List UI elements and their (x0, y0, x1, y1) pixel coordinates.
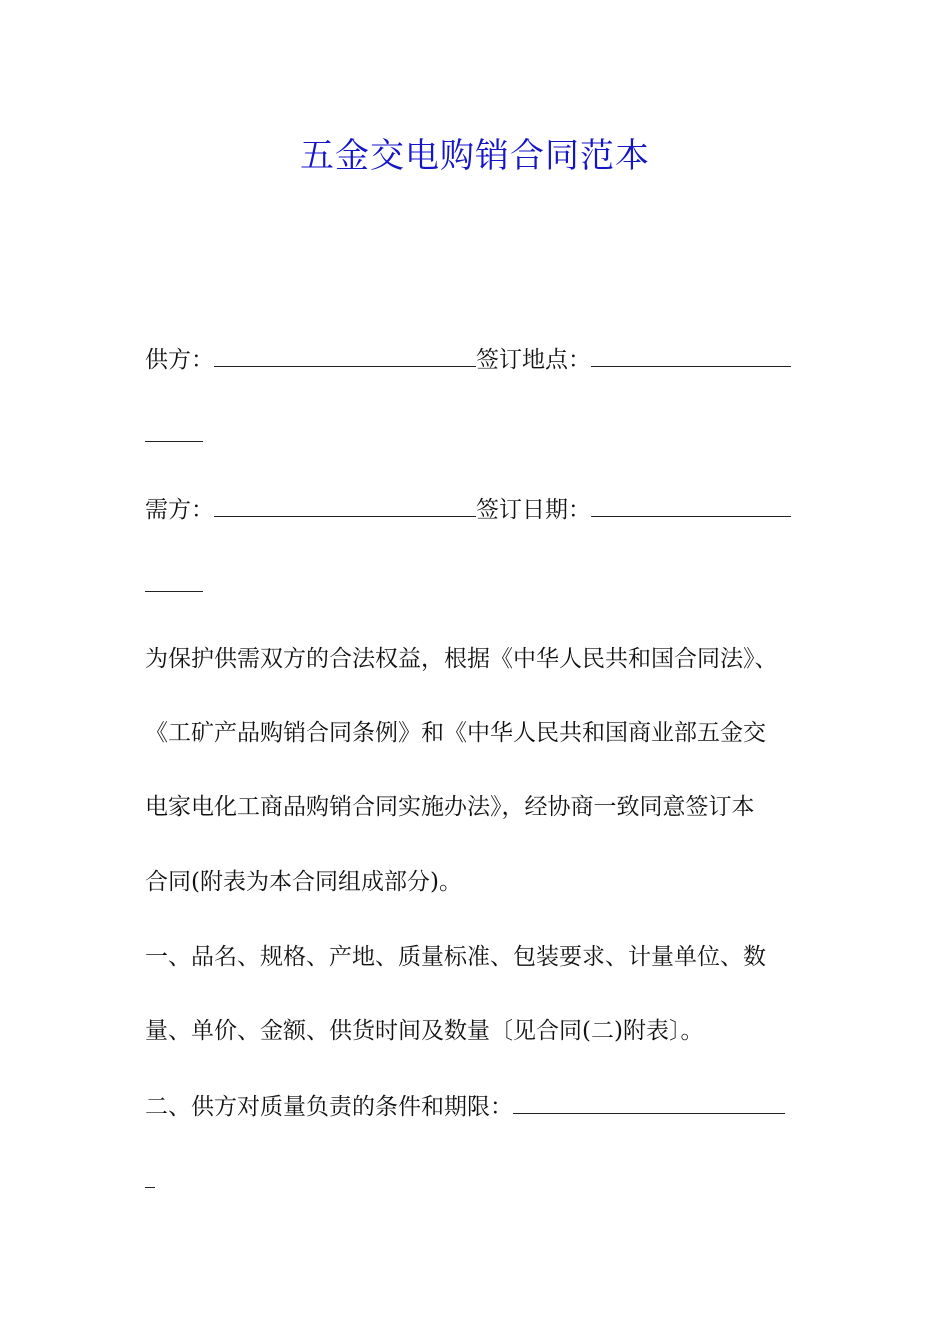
preamble-line-4: 合同(附表为本合同组成部分)。 (145, 869, 462, 895)
buyer-row (145, 495, 791, 525)
preamble-line-3: 电家电化工商品购销合同实施办法》，经协商一致同意签订本 (145, 794, 755, 820)
sign-place-label: 签订地点： (476, 347, 591, 373)
preamble-line-1: 为保护供需双方的合法权益，根据《中华人民共和国合同法》、 (145, 646, 778, 672)
clause-1-line-1: 一、品名、规格、产地、质量标准、包装要求、计量单位、数 (145, 944, 766, 970)
supplier-blank[interactable] (214, 346, 476, 367)
supplier-label: 供方： (145, 347, 214, 373)
sign-place-blank-continued[interactable] (145, 421, 203, 442)
clause-2-row (145, 1092, 785, 1122)
clause-1-line-2: 量、单价、金额、供货时间及数量〔见合同(二)附表〕。 (145, 1018, 704, 1044)
preamble-line-2: 《工矿产品购销合同条例》和《中华人民共和国商业部五金交 (145, 720, 766, 746)
supplier-row (145, 345, 791, 375)
clause-2-text: 二、供方对质量负责的条件和期限： (145, 1094, 513, 1120)
clause-2-continuation (145, 1166, 155, 1196)
clause-2-blank[interactable] (513, 1093, 785, 1114)
sign-date-label: 签订日期： (476, 497, 591, 523)
sign-date-blank-continued[interactable] (145, 571, 203, 592)
clause-2-blank-continued[interactable] (145, 1167, 155, 1188)
buyer-label: 需方： (145, 497, 214, 523)
document-title: 五金交电购销合同范本 (300, 136, 650, 176)
sign-date-blank[interactable] (591, 496, 791, 517)
sign-place-continuation (145, 420, 203, 450)
sign-place-blank[interactable] (591, 346, 791, 367)
sign-date-continuation (145, 570, 203, 600)
buyer-blank[interactable] (214, 496, 476, 517)
